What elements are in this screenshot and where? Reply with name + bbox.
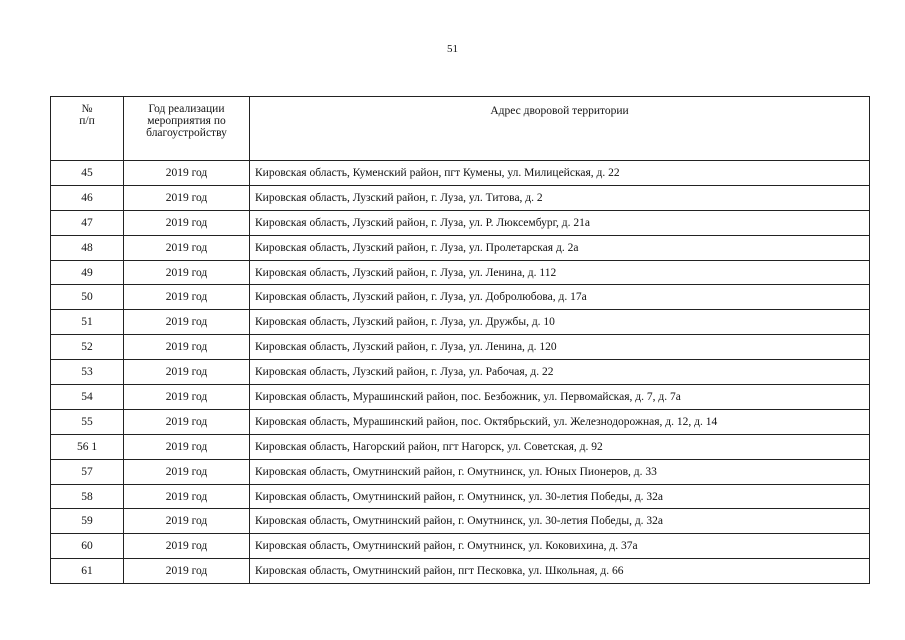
row-year: 2019 год [124, 484, 250, 509]
row-year: 2019 год [124, 285, 250, 310]
row-year: 2019 год [124, 260, 250, 285]
row-number: 56 1 [51, 434, 124, 459]
row-address: Кировская область, Куменский район, пгт Кумены, ул. Милицейская, д. 22 [250, 161, 870, 186]
row-year: 2019 год [124, 335, 250, 360]
address-table [50, 96, 870, 584]
row-year: 2019 год [124, 559, 250, 584]
row-address: Кировская область, Лузский район, г. Луза, ул. Р. Люксембург, д. 21а [250, 210, 870, 235]
row-number: 45 [51, 161, 124, 186]
row-year: 2019 год [124, 459, 250, 484]
row-address: Кировская область, Омутнинский район, пгт Песковка, ул. Школьная, д. 66 [250, 559, 870, 584]
table-row [51, 235, 870, 260]
row-number: 52 [51, 335, 124, 360]
row-address: Кировская область, Лузский район, г. Луза, ул. Ленина, д. 112 [250, 260, 870, 285]
table-row [51, 534, 870, 559]
row-number: 51 [51, 310, 124, 335]
row-number: 61 [51, 559, 124, 584]
table-row [51, 310, 870, 335]
table-row [51, 285, 870, 310]
table-row [51, 559, 870, 584]
row-number: 54 [51, 385, 124, 410]
row-address: Кировская область, Мурашинский район, пос. Безбожник, ул. Первомайская, д. 7, д. 7а [250, 385, 870, 410]
row-number: 59 [51, 509, 124, 534]
row-address: Кировская область, Лузский район, г. Луза, ул. Рабочая, д. 22 [250, 360, 870, 385]
row-address: Кировская область, Лузский район, г. Луза, ул. Добролюбова, д. 17а [250, 285, 870, 310]
table-row [51, 360, 870, 385]
table-row [51, 210, 870, 235]
header-address: Адрес дворовой территории [250, 97, 870, 161]
row-address: Кировская область, Омутнинский район, г. Омутнинск, ул. Юных Пионеров, д. 33 [250, 459, 870, 484]
row-year: 2019 год [124, 509, 250, 534]
table-row [51, 385, 870, 410]
table-row [51, 484, 870, 509]
row-number: 48 [51, 235, 124, 260]
row-number: 46 [51, 185, 124, 210]
row-year: 2019 год [124, 161, 250, 186]
table-row [51, 509, 870, 534]
row-address: Кировская область, Лузский район, г. Луза, ул. Титова, д. 2 [250, 185, 870, 210]
table-row [51, 335, 870, 360]
table-row [51, 161, 870, 186]
table-row [51, 185, 870, 210]
row-number: 58 [51, 484, 124, 509]
header-number-text: № п/п [79, 103, 95, 127]
row-year: 2019 год [124, 434, 250, 459]
row-year: 2019 год [124, 235, 250, 260]
row-year: 2019 год [124, 385, 250, 410]
row-address: Кировская область, Омутнинский район, г. Омутнинск, ул. 30-летия Победы, д. 32а [250, 509, 870, 534]
row-number: 53 [51, 360, 124, 385]
header-year [124, 97, 250, 161]
table-row [51, 434, 870, 459]
table-row [51, 459, 870, 484]
row-number: 57 [51, 459, 124, 484]
row-year: 2019 год [124, 185, 250, 210]
header-number [51, 97, 124, 161]
row-year: 2019 год [124, 360, 250, 385]
row-address: Кировская область, Нагорский район, пгт Нагорск, ул. Советская, д. 92 [250, 434, 870, 459]
row-year: 2019 год [124, 409, 250, 434]
table-row [51, 409, 870, 434]
row-year: 2019 год [124, 534, 250, 559]
header-year-text: Год реализации мероприятия по благоустройству [146, 103, 227, 139]
row-address: Кировская область, Лузский район, г. Луза, ул. Дружбы, д. 10 [250, 310, 870, 335]
row-address: Кировская область, Лузский район, г. Луза, ул. Ленина, д. 120 [250, 335, 870, 360]
row-number: 49 [51, 260, 124, 285]
row-address: Кировская область, Лузский район, г. Луза, ул. Пролетарская д. 2а [250, 235, 870, 260]
row-address: Кировская область, Омутнинский район, г. Омутнинск, ул. 30-летия Победы, д. 32а [250, 484, 870, 509]
page-number: 51 [447, 43, 458, 55]
row-year: 2019 год [124, 310, 250, 335]
row-address: Кировская область, Мурашинский район, пос. Октябрьский, ул. Железнодорожная, д. 12, д. 14 [250, 409, 870, 434]
table-row [51, 260, 870, 285]
row-number: 55 [51, 409, 124, 434]
row-number: 60 [51, 534, 124, 559]
row-number: 47 [51, 210, 124, 235]
row-number: 50 [51, 285, 124, 310]
row-year: 2019 год [124, 210, 250, 235]
row-address: Кировская область, Омутнинский район, г. Омутнинск, ул. Коковихина, д. 37а [250, 534, 870, 559]
table-header-row [51, 97, 870, 161]
table-body [51, 161, 870, 584]
